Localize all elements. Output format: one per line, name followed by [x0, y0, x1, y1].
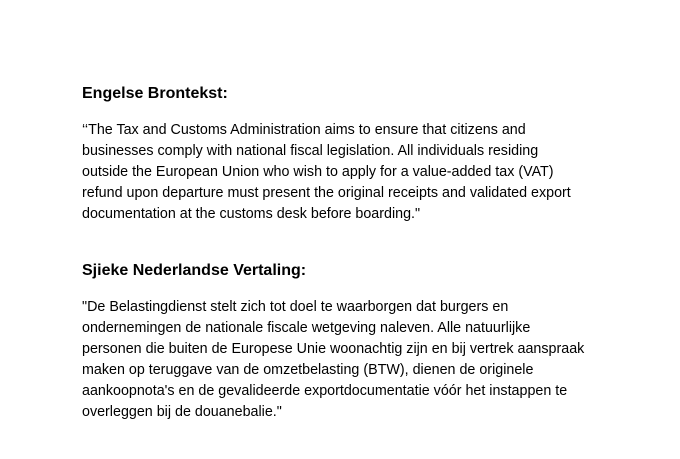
source-line: businesses comply with national fiscal legislation. All individuals residing — [82, 143, 539, 159]
translation-heading: Sjieke Nederlandse Vertaling: — [82, 262, 307, 279]
translation-line: personen die buiten de Europese Unie woonachtig zijn en bij vertrek aanspraak — [82, 341, 585, 357]
translation-line: aankoopnota's en de gevalideerde exportdocumentatie vóór het instappen te — [82, 383, 568, 399]
translation-line: maken op teruggave van de omzetbelasting (BTW), dienen de originele — [82, 362, 534, 378]
source-paragraph — [82, 120, 642, 225]
source-line: refund upon departure must present the original receipts and validated export — [82, 185, 571, 201]
translation-line: overleggen bij de douanebalie." — [82, 404, 282, 420]
source-line: outside the European Union who wish to apply for a value-added tax (VAT) — [82, 164, 554, 180]
source-heading: Engelse Brontekst: — [82, 85, 228, 102]
source-text-section — [82, 84, 642, 225]
translation-section — [82, 261, 642, 423]
source-line: documentation at the customs desk before boarding." — [82, 206, 421, 222]
translation-line: ondernemingen de nationale fiscale wetgeving naleven. Alle natuurlijke — [82, 320, 531, 336]
translation-paragraph — [82, 297, 642, 423]
source-line: ‘‘The Tax and Customs Administration aims to ensure that citizens and — [82, 122, 526, 138]
translation-line: "De Belastingdienst stelt zich tot doel te waarborgen dat burgers en — [82, 299, 509, 315]
